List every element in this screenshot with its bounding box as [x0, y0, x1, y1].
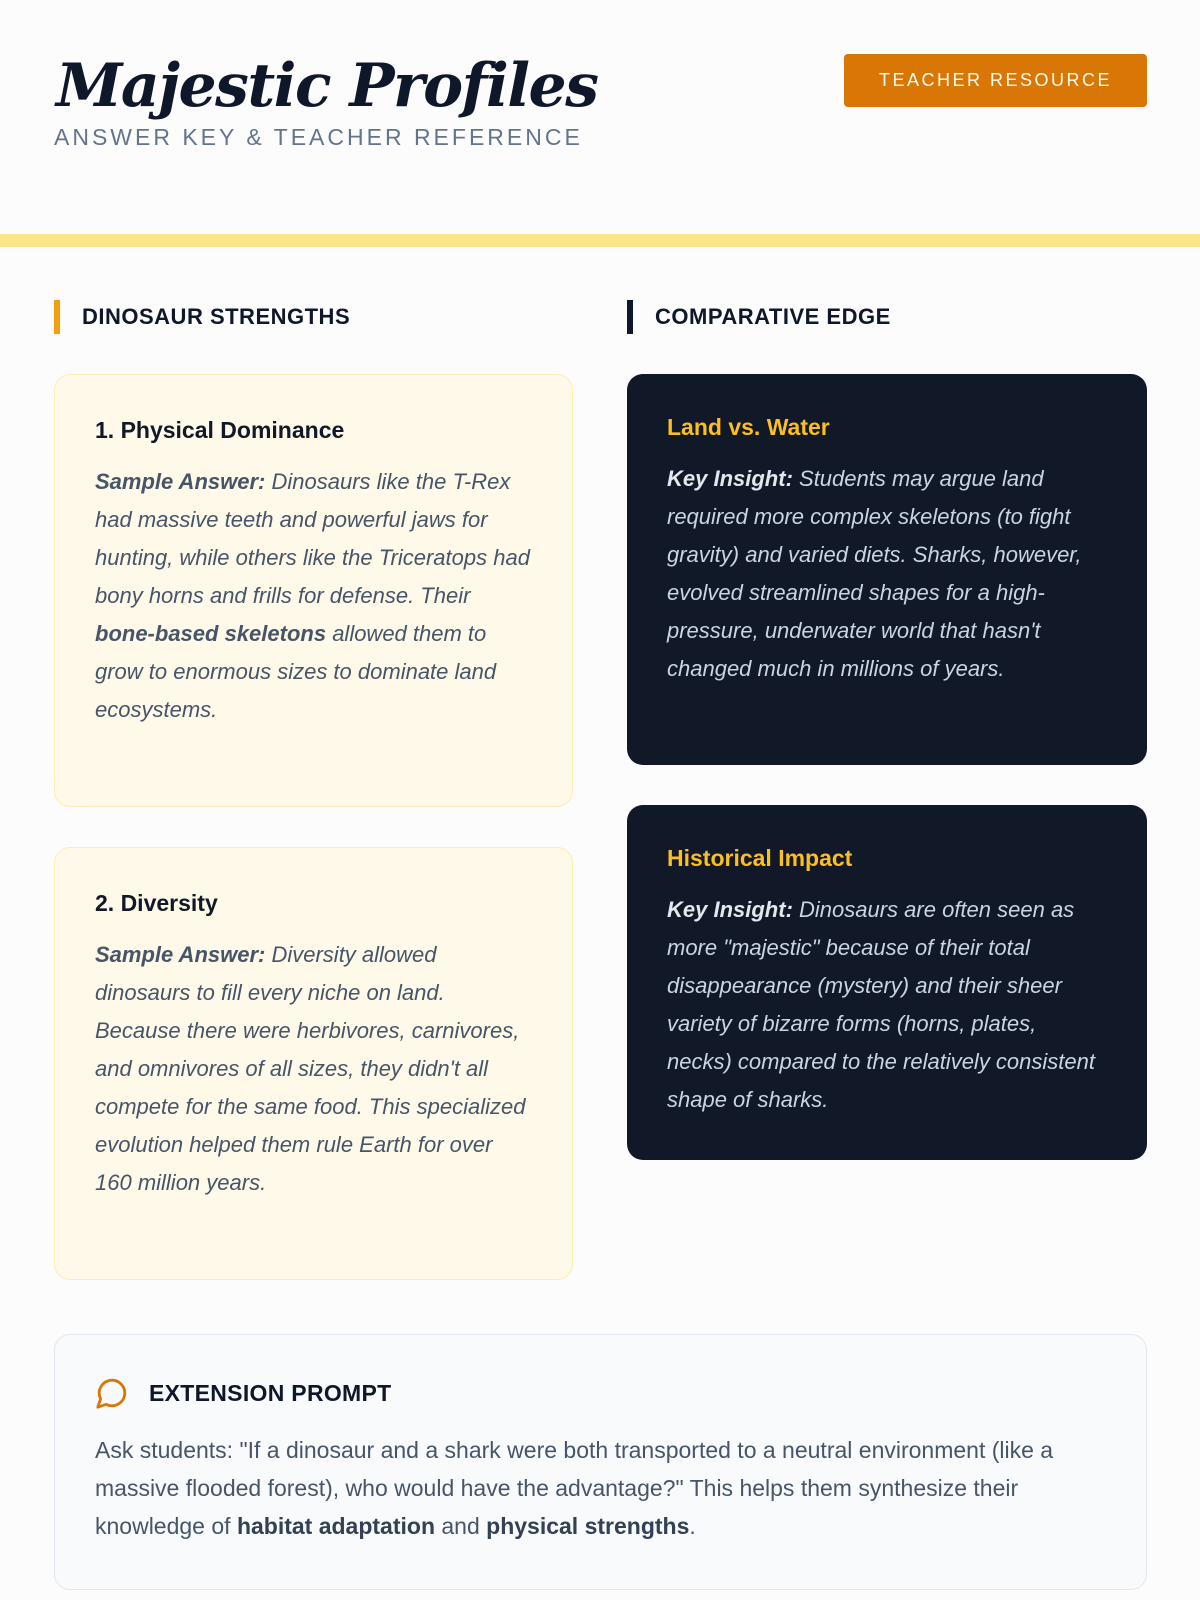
speech-bubble-icon	[95, 1376, 129, 1410]
comparative-edge-heading	[627, 300, 891, 334]
physical-dominance-card	[54, 374, 573, 807]
card-title: Historical Impact	[667, 845, 853, 871]
card-lead: Sample Answer:	[95, 468, 266, 494]
historical-impact-card	[627, 805, 1147, 1160]
diversity-card	[54, 847, 573, 1280]
page-header	[0, 0, 1200, 248]
card-title: 1. Physical Dominance	[95, 417, 345, 443]
section-accent-bar	[627, 300, 633, 334]
extension-title: EXTENSION PROMPT	[149, 1379, 392, 1406]
page-title: Majestic Profiles	[56, 51, 598, 121]
card-lead: Key Insight:	[667, 896, 793, 922]
card-text: Students may argue land required more complex skeletons (to fight gravity) and varied diets. Sharks, however, evolved streamlined shapes for a high-pressure, underwater world that hasn't changed much in millions of years.	[667, 465, 1082, 681]
card-text: allowed them to grow to enormous sizes to dominate land ecosystems.	[95, 620, 497, 722]
extension-header	[95, 1375, 1106, 1411]
extension-text: Ask students: "If a dinosaur and a shark were both transported to a neutral environment (like a massive flooded forest), who would have the advantage?" This helps them synthesize their knowledge of	[95, 1437, 1054, 1539]
card-lead: Key Insight:	[667, 465, 793, 491]
header-divider	[0, 234, 1200, 247]
page-subtitle: ANSWER KEY & TEACHER REFERENCE	[54, 124, 583, 150]
card-body	[95, 936, 532, 1202]
card-body	[95, 463, 532, 729]
card-body	[667, 460, 1107, 688]
card-title: 2. Diversity	[95, 890, 218, 916]
teacher-resource-button[interactable]: TEACHER RESOURCE	[844, 54, 1147, 107]
section-heading-label: DINOSAUR STRENGTHS	[82, 304, 351, 329]
card-text: Dinosaurs like the T-Rex had massive teeth and powerful jaws for hunting, while others like the Triceratops had bony horns and frills for defense. Their	[95, 468, 530, 608]
section-accent-bar	[54, 300, 60, 334]
card-emphasis: bone-based skeletons	[95, 620, 327, 646]
extension-emphasis: habitat adaptation	[236, 1513, 435, 1539]
card-body	[667, 891, 1107, 1119]
section-heading-label: COMPARATIVE EDGE	[655, 304, 891, 329]
card-title: Land vs. Water	[667, 414, 830, 440]
extension-text: .	[689, 1513, 696, 1539]
extension-emphasis: physical strengths	[486, 1513, 690, 1539]
extension-prompt-panel	[54, 1334, 1147, 1590]
land-vs-water-card	[627, 374, 1147, 765]
extension-text: and	[435, 1513, 487, 1539]
card-lead: Sample Answer:	[95, 941, 266, 967]
extension-body	[95, 1431, 1106, 1545]
dinosaur-strengths-heading	[54, 300, 350, 334]
card-text: Dinosaurs are often seen as more "majestic" because of their total disappearance (mystery) and their sheer variety of bizarre forms (horns, plates, necks) compared to the relatively consistent shape of sharks.	[667, 896, 1095, 1112]
card-text: Diversity allowed dinosaurs to fill every niche on land. Because there were herbivores, carnivores, and omnivores of all sizes, they didn't all compete for the same food. This specialized evolution helped them rule Earth for over 160 million years.	[95, 941, 526, 1195]
